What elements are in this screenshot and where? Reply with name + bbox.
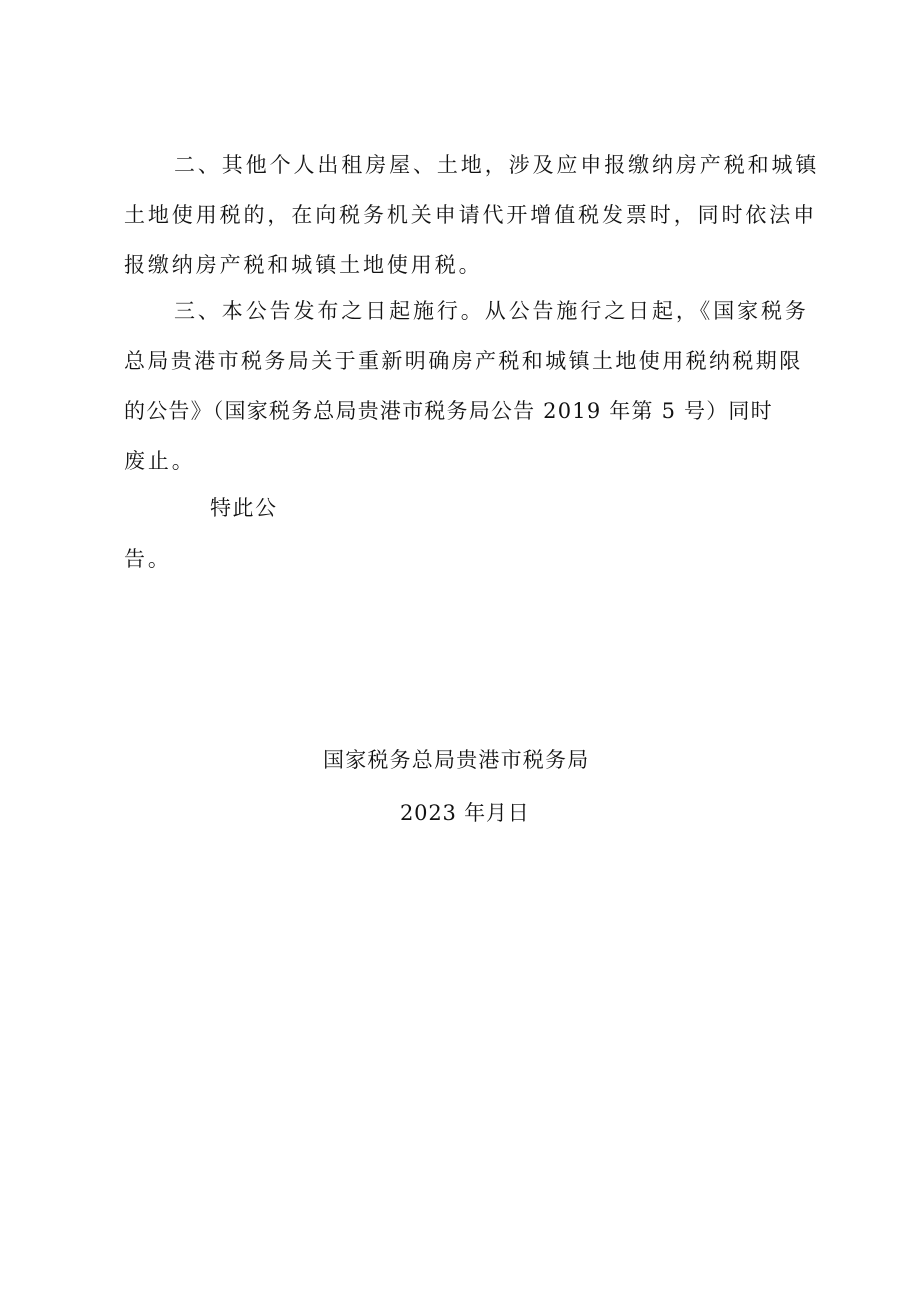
- signature-date: 2023 年月日: [400, 801, 530, 825]
- paragraph-3-line-4: 废止。: [124, 449, 196, 473]
- paragraph-2-line-1: 二、其他个人出租房屋、土地，涉及应申报缴纳房产税和城镇: [174, 153, 820, 177]
- closing-line-2: 告。: [124, 547, 172, 571]
- paragraph-3-line-3: 的公告》（国家税务总局贵港市税务局公告 2019 年第 5 号）同时: [124, 399, 773, 423]
- signature-organization: 国家税务总局贵港市税务局: [323, 748, 590, 772]
- closing-line-1: 特此公: [210, 496, 278, 520]
- paragraph-2-line-3: 报缴纳房产税和城镇土地使用税。: [124, 253, 483, 277]
- paragraph-2-line-2: 土地使用税的，在向税务机关申请代开增值税发票时，同时依法申: [124, 203, 818, 227]
- paragraph-3-line-2: 总局贵港市税务局关于重新明确房产税和城镇土地使用税纳税期限: [124, 349, 803, 373]
- paragraph-3-line-1: 三、本公告发布之日起施行。从公告施行之日起，《国家税务: [174, 299, 809, 323]
